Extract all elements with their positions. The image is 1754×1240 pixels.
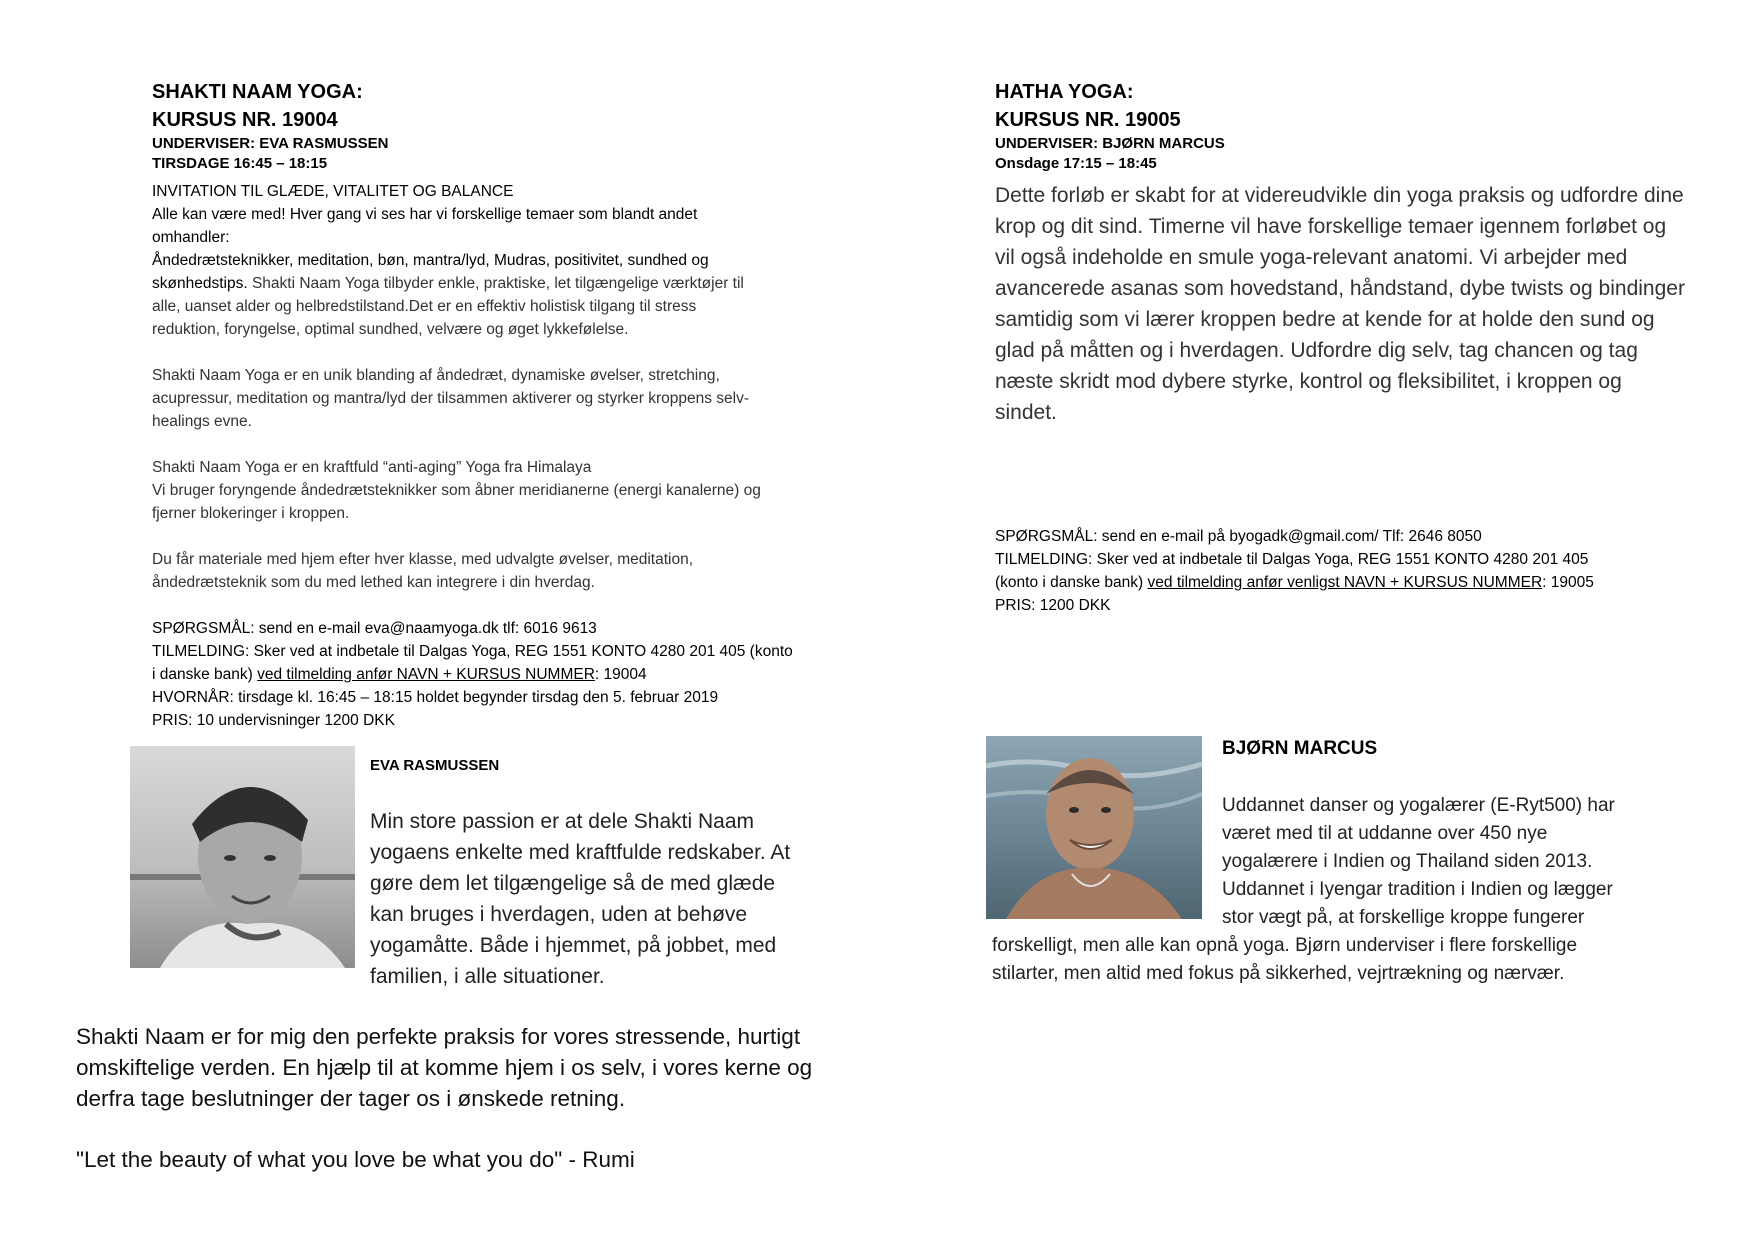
text-fragment: i danske bank) [152, 666, 258, 683]
text-line: reduktion, foryngelse, optimal sundhed, velvære og øget lykkefølelse. [152, 321, 629, 338]
schedule: Onsdage 17:15 – 18:45 [995, 155, 1157, 172]
course-title: HATHA YOGA: [995, 81, 1134, 103]
rumi-quote: "Let the beauty of what you love be what you do" - Rumi [76, 1147, 635, 1172]
portrait-bjorn-photo [986, 736, 1202, 919]
course-number: KURSUS NR. 19004 [152, 109, 338, 131]
text-line: familien, i alle situationer. [370, 965, 605, 988]
text-line: været med til at uddanne over 450 nye [1222, 823, 1548, 844]
text-line: vil også indeholde en smule yoga-relevant anatomi. Vi arbejder med [995, 246, 1628, 269]
teacher: UNDERVISER: EVA RASMUSSEN [152, 135, 389, 152]
price-info: PRIS: 10 undervisninger 1200 DKK [152, 712, 395, 729]
when-info: HVORNÅR: tirsdage kl. 16:45 – 18:15 holdet begynder tirsdag den 5. februar 2019 [152, 689, 719, 706]
text-line: Shakti Naam Yoga er en kraftfuld “anti-aging” Yoga fra Himalaya [152, 459, 592, 476]
bio-name: EVA RASMUSSEN [370, 757, 500, 774]
text-fragment: : 19005 [1542, 574, 1594, 591]
signup-info-line2 [995, 571, 1715, 594]
right-course-description [995, 180, 1715, 428]
text-line: samtidig som vi lærer kroppen bedre at kende for at holde den sund og [995, 308, 1655, 331]
text-line: åndedrætsteknik som du med lethed kan integrere i din hverdag. [152, 574, 595, 591]
text-line: forskelligt, men alle kan opnå yoga. Bjørn underviser i flere forskellige [992, 935, 1578, 956]
text-line: Dette forløb er skabt for at videreudvikle din yoga praksis og udfordre dine [995, 184, 1684, 207]
signup-instruction: ved tilmelding anfør venligst NAVN + KURSUS NUMMER [1147, 574, 1543, 591]
course-number: KURSUS NR. 19005 [995, 109, 1181, 131]
text-line: Shakti Naam Yoga er en unik blanding af åndedræt, dynamiske øvelser, stretching, [152, 367, 720, 384]
text-line: omhandler: [152, 229, 230, 246]
text-line: næste skridt mod dybere styrke, kontrol og fleksibilitet, i kroppen og [995, 370, 1622, 393]
tagline: INVITATION TIL GLÆDE, VITALITET OG BALANCE [152, 183, 514, 200]
contact-info: SPØRGSMÅL: send en e-mail på byogadk@gmail.com/ Tlf: 2646 8050 [995, 528, 1482, 545]
text-fragment: : 19004 [594, 666, 647, 683]
bio-text [1222, 792, 1722, 932]
text-line: fjerner blokeringer i kroppen. [152, 505, 350, 522]
text-line: Vi bruger foryngende åndedrætsteknikker som åbner meridianerne (energi kanalerne) og [152, 482, 761, 499]
text-line: Åndedrætsteknikker, meditation, bøn, mantra/lyd, Mudras, positivitet, sundhed og [152, 252, 709, 269]
left-course-header [152, 78, 388, 174]
text-fragment: skønhedstips. [152, 275, 248, 292]
text-line: Min store passion er at dele Shakti Naam [370, 810, 755, 833]
text-line: yogamåtte. Både i hjemmet, på jobbet, med [370, 934, 777, 957]
text-line: yogalærere i Indien og Thailand siden 2013. [1222, 851, 1593, 872]
portrait-eva-image [130, 746, 355, 968]
right-course-header [995, 78, 1225, 174]
text-line [152, 272, 872, 295]
portrait-eva-photo [130, 746, 355, 968]
bio-name: BJØRN MARCUS [1222, 738, 1378, 759]
text-line: Du får materiale med hjem efter hver klasse, med udvalgte øvelser, meditation, [152, 551, 694, 568]
text-line: derfra tage beslutninger der tager os i ønskede retning. [76, 1086, 626, 1111]
teacher: UNDERVISER: BJØRN MARCUS [995, 135, 1225, 152]
portrait-bjorn-image [986, 736, 1202, 919]
text-line: Shakti Naam er for mig den perfekte praksis for vores stressende, hurtigt [76, 1024, 801, 1049]
text-fragment: (konto i danske bank) [995, 574, 1148, 591]
right-course-info [995, 525, 1715, 617]
signup-info-line2 [152, 663, 872, 686]
text-line: alle, uanset alder og helbredstilstand.Det er en effektiv holistisk tilgang til stress [152, 298, 697, 315]
text-line: healings evne. [152, 413, 252, 430]
text-line: Alle kan være med! Hver gang vi ses har vi forskellige temaer som blandt andet [152, 206, 698, 223]
text-line: Uddannet i Iyengar tradition i Indien og lægger [1222, 879, 1613, 900]
bio-text [370, 806, 850, 992]
signup-instruction: ved tilmelding anfør NAVN + KURSUS NUMMER [257, 666, 595, 683]
bio-text-continued [992, 932, 1732, 988]
text-line: Uddannet danser og yogalærer (E-Ryt500) har [1222, 795, 1615, 816]
text-line: stilarter, men altid med fokus på sikkerhed, vejrtrækning og nærvær. [992, 963, 1565, 984]
text-line: acupressur, meditation og mantra/lyd der tilsammen aktiverer og styrker kroppens selv- [152, 390, 749, 407]
schedule: TIRSDAGE 16:45 – 18:15 [152, 155, 328, 172]
signup-info: TILMELDING: Sker ved at indbetale til Dalgas Yoga, REG 1551 KONTO 4280 201 405 (konto [152, 643, 793, 660]
price-info: PRIS: 1200 DKK [995, 597, 1111, 614]
text-line: glad på måtten og i hverdagen. Udfordre dig selv, tag chancen og tag [995, 339, 1638, 362]
text-line: krop og dit sind. Timerne vil have forskellige temaer igennem forløbet og [995, 215, 1667, 238]
text-fragment: Shakti Naam Yoga tilbyder enkle, praktiske, let tilgængelige værktøjer til [247, 275, 744, 292]
quote-paragraph [76, 1021, 896, 1175]
text-line: stor vægt på, at forskellige kroppe fungerer [1222, 907, 1585, 928]
contact-info: SPØRGSMÅL: send en e-mail eva@naamyoga.dk tlf: 6016 9613 [152, 620, 597, 637]
signup-info: TILMELDING: Sker ved at indbetale til Dalgas Yoga, REG 1551 KONTO 4280 201 405 [995, 551, 1589, 568]
text-line: yogaens enkelte med kraftfulde redskaber. At [370, 841, 791, 864]
text-line: kan bruges i hverdagen, uden at behøve [370, 903, 748, 926]
course-title: SHAKTI NAAM YOGA: [152, 81, 363, 103]
text-line: gøre dem let tilgængelige så de med glæde [370, 872, 776, 895]
text-line: sindet. [995, 401, 1057, 424]
left-course-description [152, 180, 872, 732]
text-line: avancerede asanas som hovedstand, håndstand, dybe twists og bindinger [995, 277, 1685, 300]
text-line: omskiftelige verden. En hjælp til at komme hjem i os selv, i vores kerne og [76, 1055, 813, 1080]
